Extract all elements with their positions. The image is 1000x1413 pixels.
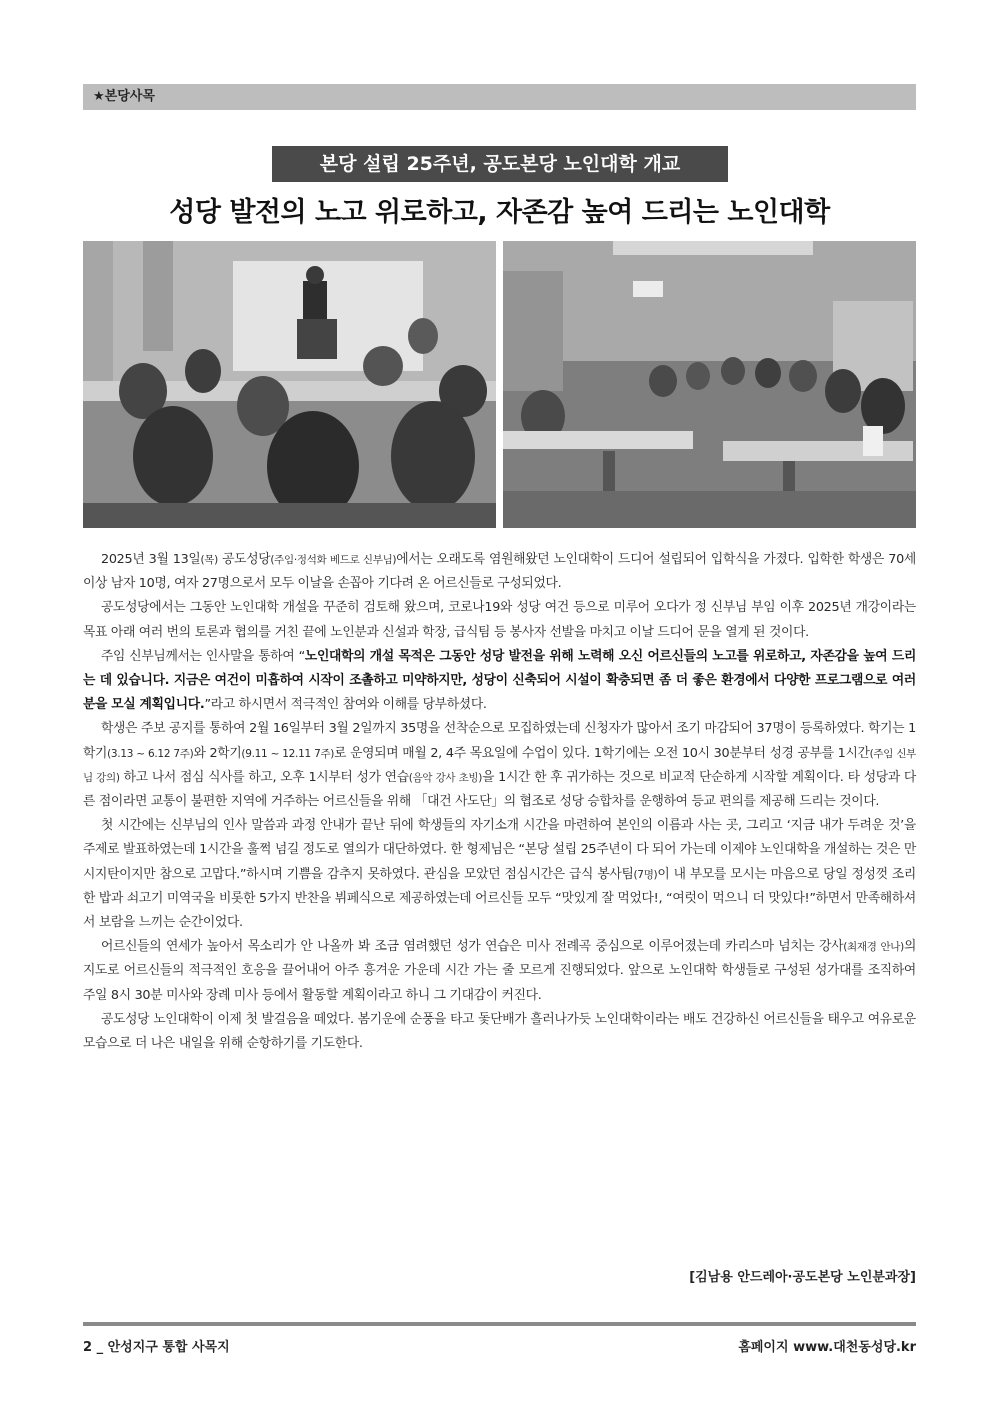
photo-classroom-students <box>503 241 916 528</box>
article-headline: 성당 발전의 노고 위로하고, 자존감 높여 드리는 노인대학 <box>169 197 830 228</box>
author-byline: [김남용 안드레아·공도본당 노인분과장] <box>689 1270 916 1285</box>
footer-divider <box>83 1322 916 1326</box>
paragraph-7: 공도성당 노인대학이 이제 첫 발걸음을 떼었다. 봄기운에 순풍을 타고 돛단배가 흘러나가듯 노인대학이라는 배도 건강하신 어르신들을 태우고 여유로운 모습으로 더 나은 내일을 위해 순항하기를 기도한다. <box>83 1011 916 1052</box>
photo-lecture-front <box>83 241 496 528</box>
paragraph-4: 학생은 주보 공지를 통하여 2월 16일부터 3월 2일까지 35명을 선착순으로 모집하였는데 신청자가 많아서 조기 마감되어 37명이 등록하였다. 학기는 1학기(3.13 ~ 6.12 7주)와 2학기(9.11 ~ 12.11 7주)로 운영되며 매월 2, 4주 목요일에 수업이 있다. 1학기에는 오전 10시 30분부터 성경 공부를 1시간(주임 신부님 강의) 하고 나서 점심 식사를 하고, 오후 1시부터 성가 연습(음악 강사 초빙)을 1시간 한 후 귀가하는 것으로 비교적 단순하게 시작할 계획이다. 타 성당과 다른 점이라면 교통이 불편한 지역에 거주하는 어르신들을 위해 「대건 사도단」의 협조로 성당 승합차를 운행하여 등교 편의를 제공해 드리는 것이다. <box>83 721 917 810</box>
article-kicker: 본당 설립 25주년, 공도본당 노인대학 개교 <box>272 146 728 182</box>
pastor-quote: 노인대학의 개설 목적은 그동안 성당 발전을 위해 노력해 오신 어르신들의 노고를 위로하고, 자존감을 높여 드리는 데 있습니다. 지금은 여건이 미흡하여 시작이 조촐하고 미약하지만, 성당이 신축되어 시설이 확충되면 좀 더 좋은 환경에서 다양한 프로그램으로 여러분을 모실 계획입니다. <box>83 648 917 713</box>
footer-homepage: 홈페이지 www.대천동성당.kr <box>738 1340 916 1355</box>
section-label: ★본당사목 <box>83 84 916 110</box>
paragraph-6: 어르신들의 연세가 높아서 목소리가 안 나올까 봐 조금 염려했던 성가 연습은 미사 전례곡 중심으로 이루어졌는데 카리스마 넘치는 강사(최재경 안나)의 지도로 어르신들의 적극적인 호응을 끌어내어 아주 흥겨운 가운데 시간 가는 줄 모르게 진행되었다. 앞으로 노인대학 학생들로 구성된 성가대를 조직하여 주일 8시 30분 미사와 장례 미사 등에서 활동할 계획이라고 하니 그 기대감이 커진다. <box>83 939 916 1003</box>
paragraph-3: 주임 신부님께서는 인사말을 통하여 “노인대학의 개설 목적은 그동안 성당 발전을 위해 노력해 오신 어르신들의 노고를 위로하고, 자존감을 높여 드리는 데 있습니다. 지금은 여건이 미흡하여 시작이 조촐하고 미약하지만, 성당이 신축되어 시설이 확충되면 좀 더 좋은 환경에서 다양한 프로그램으로 여러분을 모실 계획입니다.”라고 하시면서 적극적인 참여와 이해를 당부하셨다. <box>83 648 917 713</box>
paragraph-5: 첫 시간에는 신부님의 인사 말씀과 과정 안내가 끝난 뒤에 학생들의 자기소개 시간을 마련하여 본인의 이름과 사는 곳, 그리고 ‘지금 내가 두려운 것’을 주제로 발표하였는데 1시간을 훌쩍 넘길 정도로 열의가 대단하였다. 한 형제님은 “본당 설립 25주년이 다 되어 가는데 이제야 노인대학을 개설하는 것은 만시지탄이지만 참으로 고맙다.”하시며 기쁨을 감추지 못하였다. 관심을 모았던 점심시간은 급식 봉사팀(7명)이 내 부모를 모시는 마음으로 당일 정성껏 조리한 밥과 쇠고기 미역국을 비롯한 5가지 반찬을 뷔페식으로 제공하였는데 어르신들 모두 “맛있게 잘 먹었다!, “여럿이 먹으니 더 맛있다!”하면서 만족해하셔서 보람을 느끼는 순간이었다. <box>83 818 916 931</box>
paragraph-2: 공도성당에서는 그동안 노인대학 개설을 꾸준히 검토해 왔으며, 코로나19와 성당 여건 등으로 미루어 오다가 정 신부님 부임 이후 2025년 개강이라는 목표 아래 여러 번의 토론과 협의를 거친 끝에 노인분과 신설과 학장, 급식팀 등 봉사자 선발을 마치고 이날 드디어 문을 열게 된 것이다. <box>83 600 916 640</box>
article-body <box>83 548 916 1056</box>
paragraph-1: 2025년 3월 13일(목) 공도성당(주임·정석화 베드로 신부님)에서는 오래도록 염원해왔던 노인대학이 드디어 설립되어 입학식을 가졌다. 입학한 학생은 70세 이상 남자 10명, 여자 27명으로서 모두 이날을 손꼽아 기다려 온 어르신들로 구성되었다. <box>83 552 916 592</box>
footer-page-label: 2 _ 안성지구 통합 사목지 <box>83 1340 230 1355</box>
